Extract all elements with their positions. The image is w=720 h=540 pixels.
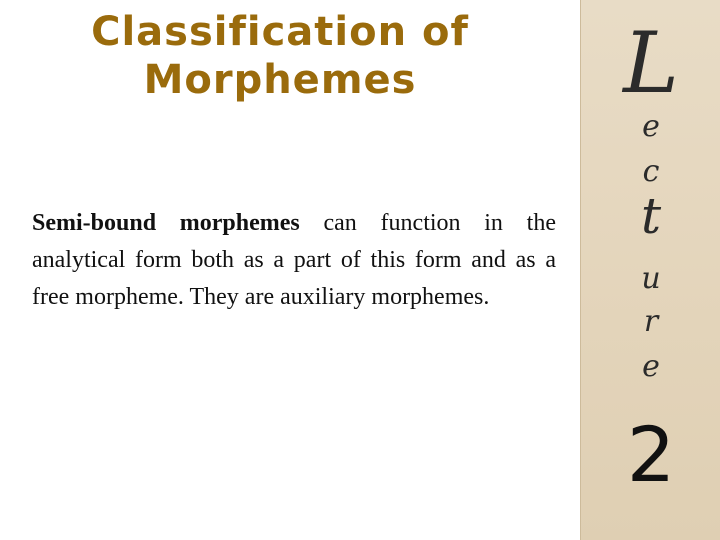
definition-text: can function in the analytical form both as a part of this form and as a free morpheme. They are auxiliary morphemes. <box>32 210 556 310</box>
title-line-1: Classification of <box>91 9 469 55</box>
sidebar-letter-r: r <box>643 304 659 339</box>
lecture-sidebar <box>580 0 720 540</box>
sidebar-letter-t: t <box>640 187 662 245</box>
term-highlight: Semi-bound morphemes <box>32 210 300 236</box>
lecture-number: 2 <box>626 410 676 499</box>
slide-title <box>20 8 540 104</box>
body-paragraph <box>32 205 556 316</box>
sidebar-letter-e: e <box>642 109 660 144</box>
title-line-2: Morphemes <box>143 57 417 103</box>
sidebar-letter-u: u <box>641 261 661 296</box>
sidebar-letter-e2: e <box>642 349 660 384</box>
sidebar-letter-c: c <box>642 154 660 189</box>
sidebar-letter-l: L <box>623 14 679 112</box>
